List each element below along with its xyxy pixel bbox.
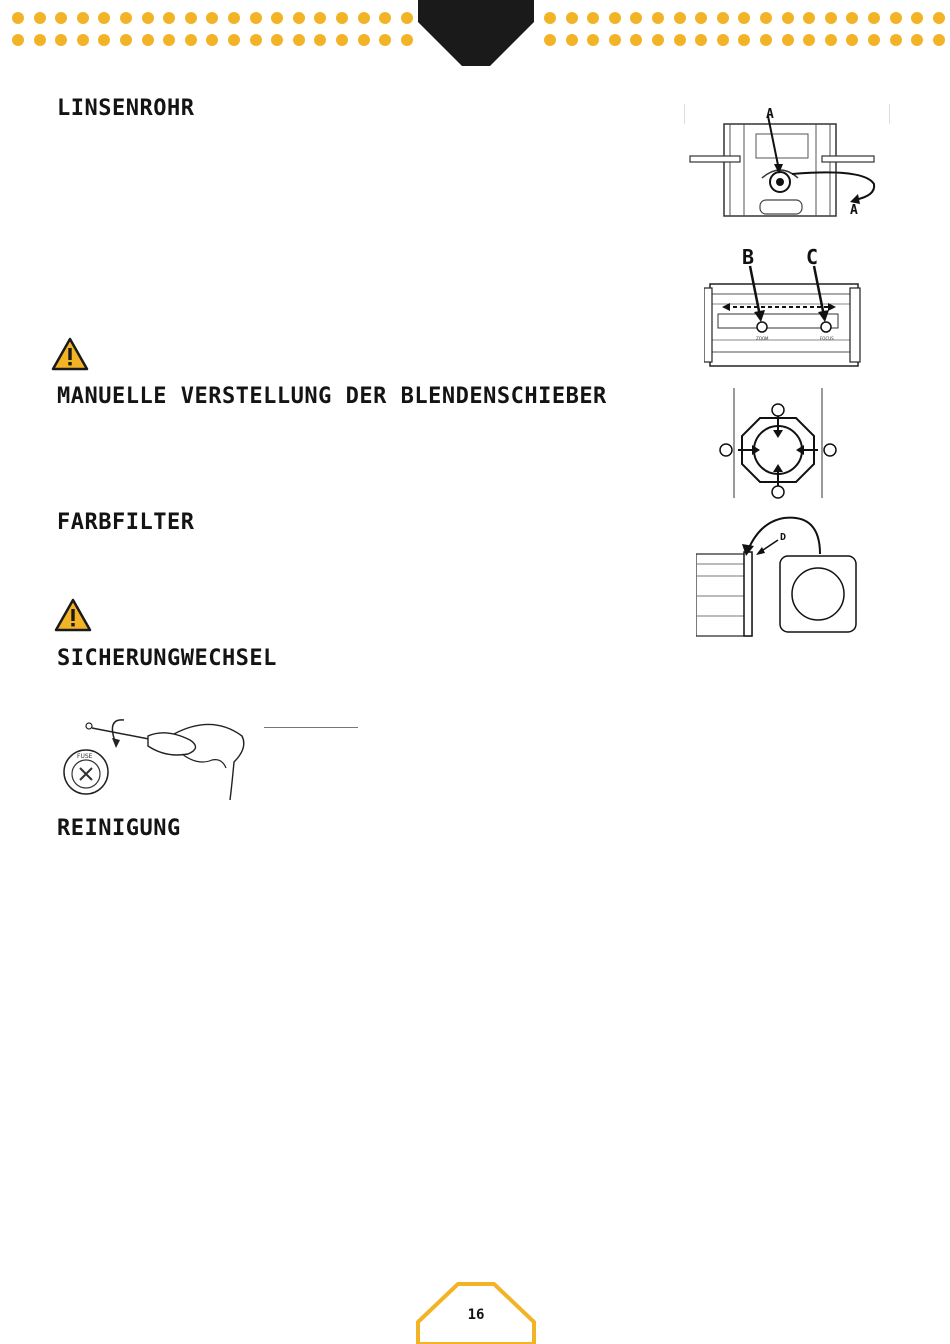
decorative-dot — [609, 12, 621, 24]
decorative-dot — [890, 34, 902, 46]
label-a-side: A — [850, 203, 858, 218]
decorative-dot — [250, 34, 262, 46]
decorative-dot — [652, 12, 664, 24]
decorative-dot — [890, 12, 902, 24]
decorative-dot — [803, 12, 815, 24]
decorative-dot — [34, 34, 46, 46]
decorative-dot — [98, 12, 110, 24]
decorative-dot — [120, 34, 132, 46]
decorative-dot — [12, 12, 24, 24]
decorative-dot — [630, 34, 642, 46]
label-c: C — [806, 245, 819, 269]
decorative-dot — [34, 12, 46, 24]
top-dots-right-row2 — [544, 34, 950, 46]
decorative-dot — [695, 34, 707, 46]
decorative-dot — [314, 34, 326, 46]
decorative-dot — [652, 34, 664, 46]
decorative-dot — [760, 34, 772, 46]
top-dots-left-row1 — [12, 12, 422, 24]
label-a-top: A — [766, 107, 774, 122]
decorative-dot — [933, 12, 945, 24]
decorative-dot — [206, 34, 218, 46]
label-d: D — [780, 532, 787, 543]
decorative-dot — [846, 12, 858, 24]
decorative-dot — [738, 12, 750, 24]
fuse-replacement-figure — [62, 714, 252, 804]
decorative-dot — [674, 12, 686, 24]
decorative-dot — [379, 12, 391, 24]
page-number: 16 — [467, 1307, 485, 1323]
heading-color-filter: FARBFILTER — [57, 510, 195, 535]
top-dots-left-row2 — [12, 34, 422, 46]
decorative-dot — [717, 34, 729, 46]
decorative-dot — [185, 12, 197, 24]
decorative-dot — [566, 34, 578, 46]
decorative-dot — [825, 12, 837, 24]
decorative-dot — [12, 34, 24, 46]
decorative-dot — [401, 12, 413, 24]
decorative-dot — [825, 34, 837, 46]
decorative-dot — [846, 34, 858, 46]
heading-fuse: SICHERUNGWECHSEL — [57, 646, 277, 671]
decorative-dot — [77, 34, 89, 46]
decorative-dot — [803, 34, 815, 46]
decorative-dot — [185, 34, 197, 46]
label-b: B — [742, 245, 755, 269]
divider-line — [264, 727, 358, 728]
decorative-dot — [379, 34, 391, 46]
lens-tube-side-figure — [704, 244, 864, 372]
decorative-dot — [358, 12, 370, 24]
decorative-dot — [336, 34, 348, 46]
fuse-cap-label: FUSE — [77, 753, 93, 760]
decorative-dot — [695, 12, 707, 24]
decorative-dot — [163, 12, 175, 24]
decorative-dot — [358, 34, 370, 46]
decorative-dot — [250, 12, 262, 24]
color-filter-figure — [696, 512, 860, 638]
decorative-dot — [77, 12, 89, 24]
decorative-dot — [587, 12, 599, 24]
decorative-dot — [544, 12, 556, 24]
decorative-dot — [911, 34, 923, 46]
decorative-dot — [760, 12, 772, 24]
decorative-dot — [782, 34, 794, 46]
decorative-dot — [228, 12, 240, 24]
decorative-dot — [314, 12, 326, 24]
decorative-dot — [271, 12, 283, 24]
decorative-dot — [933, 34, 945, 46]
heading-lens-tube: LINSENROHR — [57, 96, 195, 121]
decorative-dot — [293, 12, 305, 24]
warning-triangle-icon — [51, 337, 89, 371]
top-tab-shape — [418, 0, 534, 66]
label-zoom: ZOOM — [756, 336, 769, 341]
label-focus: FOCUS — [820, 336, 834, 341]
heading-cleaning: REINIGUNG — [57, 816, 181, 841]
heading-shutters: MANUELLE VERSTELLUNG DER BLENDENSCHIEBER — [57, 384, 607, 409]
decorative-dot — [293, 34, 305, 46]
shutter-blades-figure — [716, 388, 840, 508]
decorative-dot — [738, 34, 750, 46]
decorative-dot — [271, 34, 283, 46]
decorative-dot — [336, 12, 348, 24]
warning-triangle-icon — [54, 598, 92, 632]
decorative-dot — [98, 34, 110, 46]
decorative-dot — [717, 12, 729, 24]
decorative-dot — [401, 34, 413, 46]
decorative-dot — [55, 34, 67, 46]
decorative-dot — [163, 34, 175, 46]
decorative-dot — [120, 12, 132, 24]
decorative-dot — [782, 12, 794, 24]
decorative-dot — [228, 34, 240, 46]
decorative-dot — [566, 12, 578, 24]
decorative-dot — [868, 34, 880, 46]
decorative-dot — [587, 34, 599, 46]
decorative-dot — [911, 12, 923, 24]
decorative-dot — [609, 34, 621, 46]
lens-tube-top-figure — [684, 104, 890, 220]
decorative-dot — [868, 12, 880, 24]
decorative-dot — [142, 12, 154, 24]
decorative-dot — [55, 12, 67, 24]
decorative-dot — [674, 34, 686, 46]
top-dots-right-row1 — [544, 12, 950, 24]
decorative-dot — [544, 34, 556, 46]
decorative-dot — [142, 34, 154, 46]
decorative-dot — [630, 12, 642, 24]
decorative-dot — [206, 12, 218, 24]
